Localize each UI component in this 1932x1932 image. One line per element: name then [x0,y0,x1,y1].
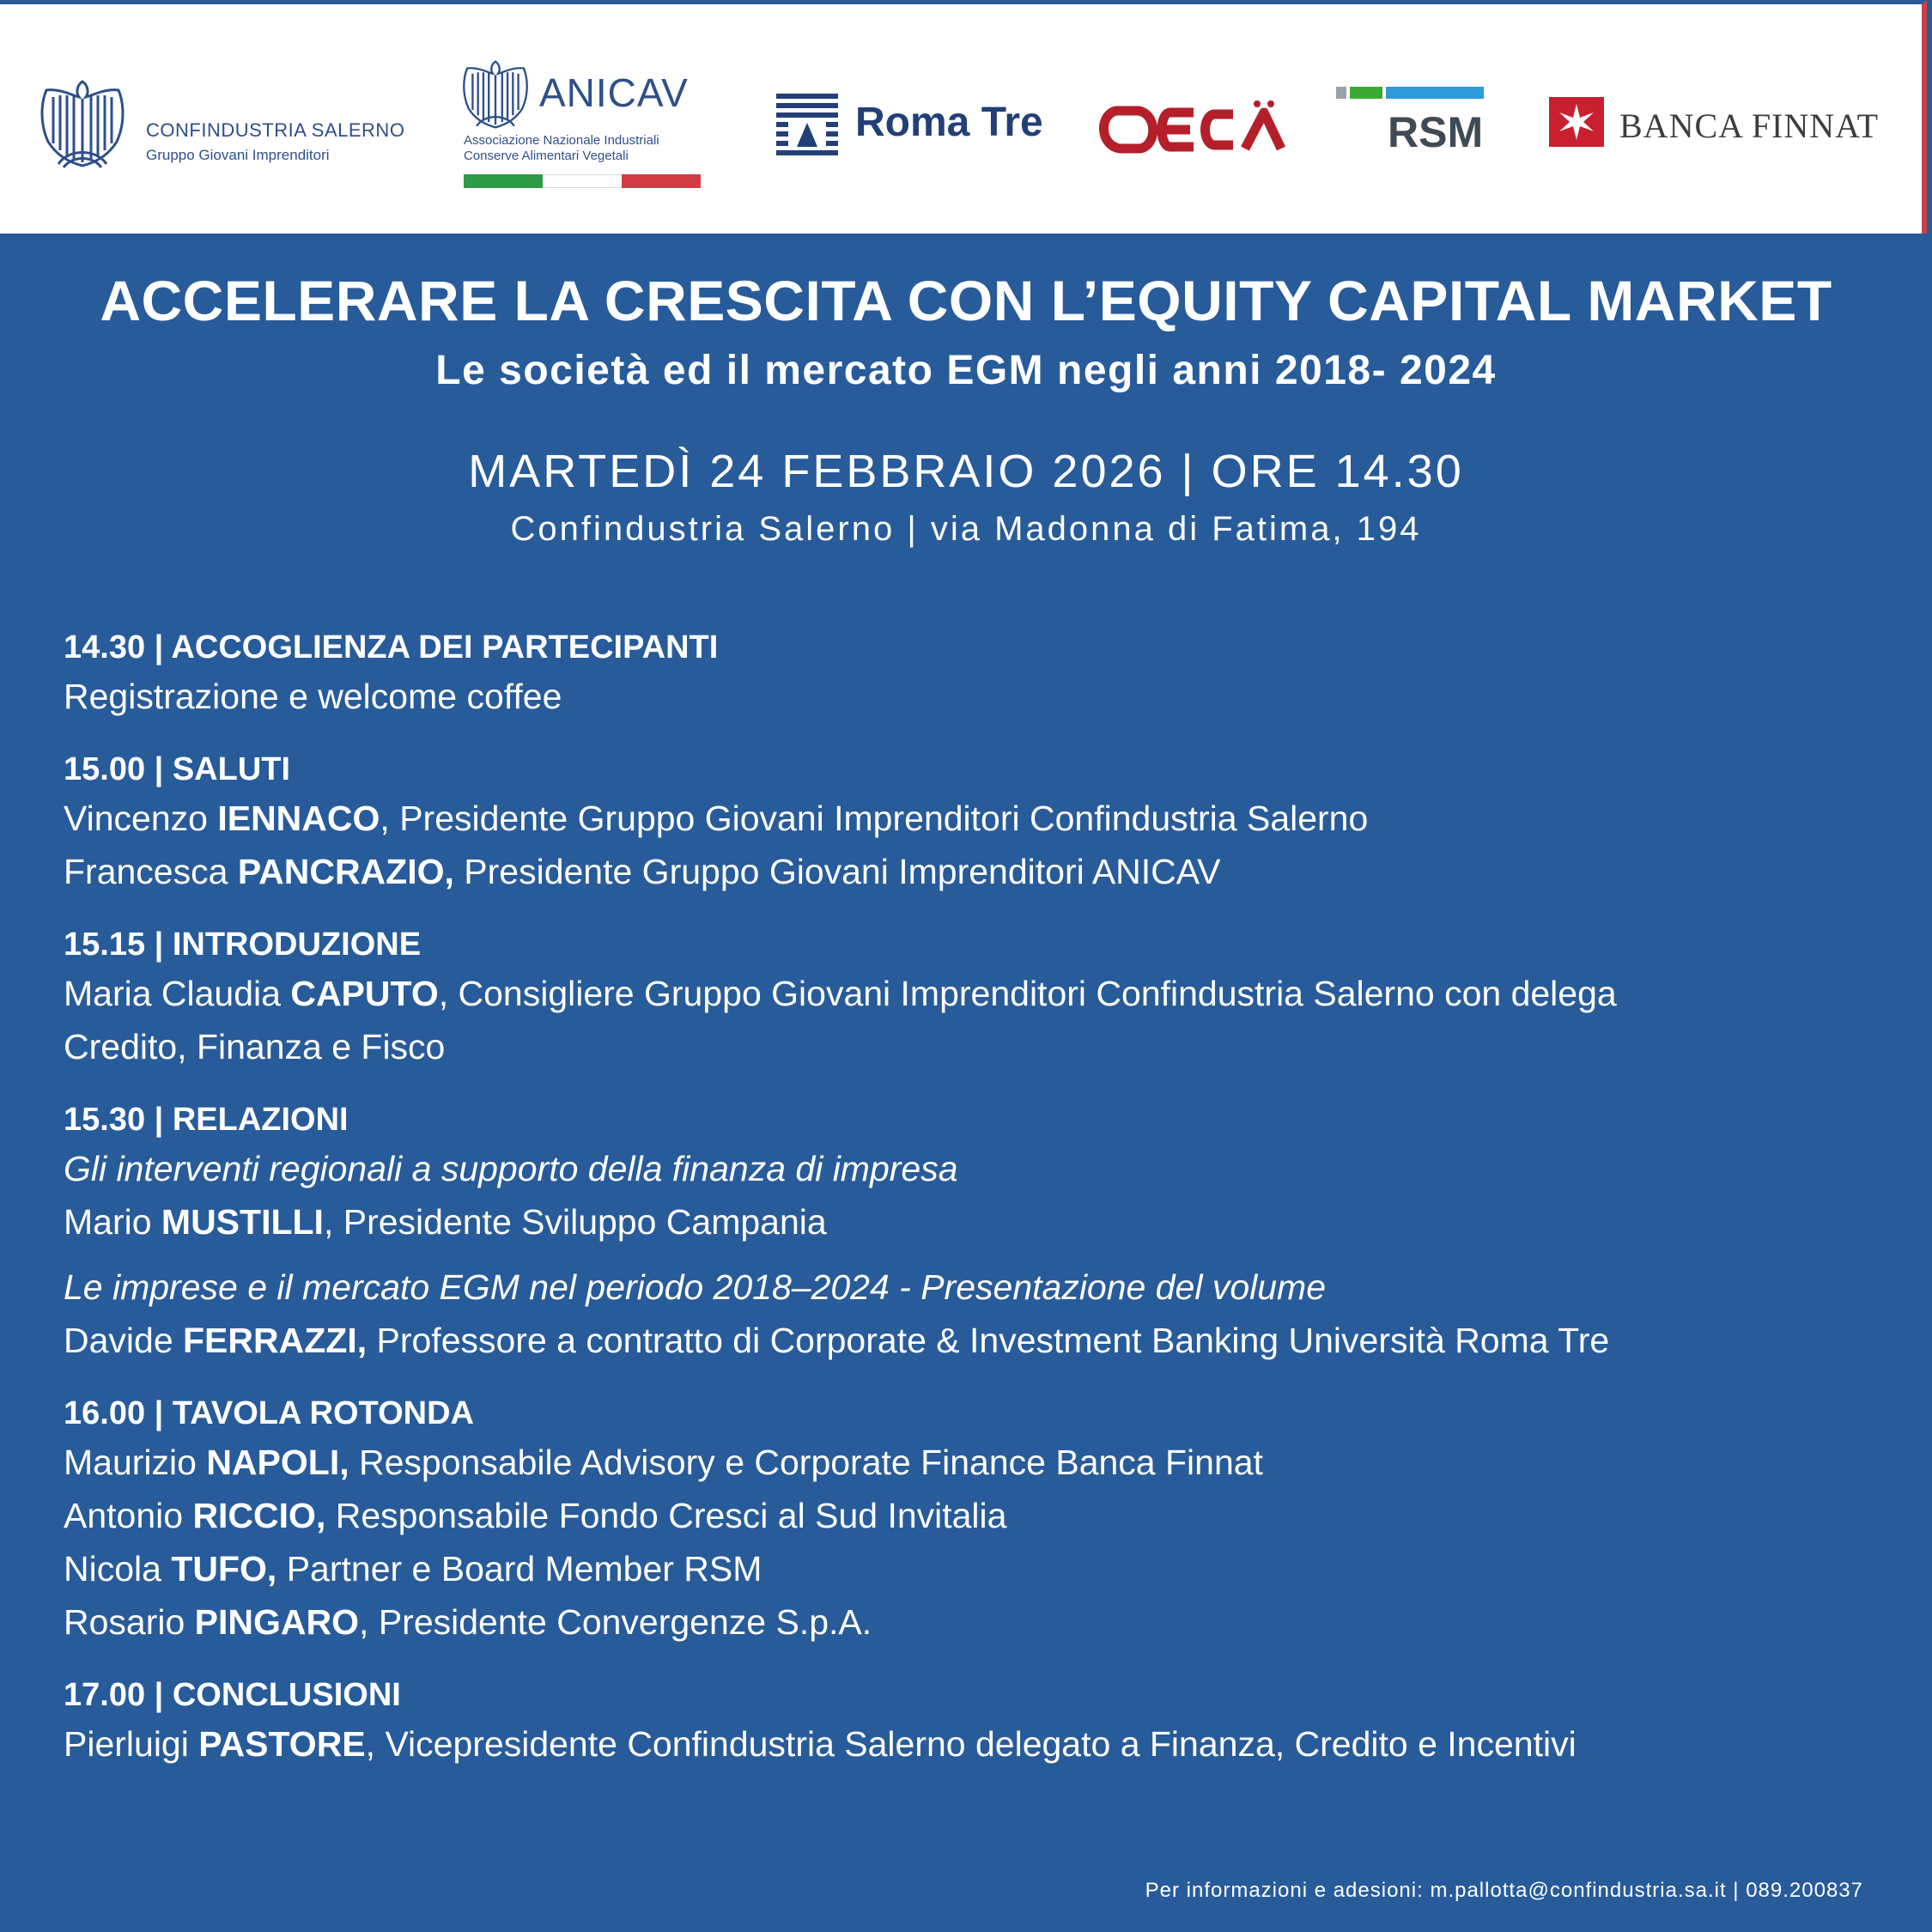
speaker-role: Professore a contratto di Corporate & Investment Banking Università Roma Tre [367,1321,1610,1360]
contact-info: Per informazioni e adesioni: m.pallotta@confindustria.sa.it | 089.200837 [1145,1879,1863,1902]
anicav-logo [457,58,714,195]
section-title: 14.30 | ACCOGLIENZA DEI PARTECIPANTI [64,629,719,665]
anicav-sub-line1: Associazione Nazionale Industriali [464,133,659,148]
deca-wordmark-icon [1097,99,1286,159]
anicav-eagle-icon [457,58,534,131]
banca-finnat-logo [1549,97,1910,149]
speaker-last-name: RICCIO, [192,1496,326,1535]
section-title: 15.15 | INTRODUZIONE [64,927,422,963]
section-title: 15.00 | SALUTI [64,751,291,787]
confindustria-eagle-icon [34,76,131,171]
speaker-first-name: Mario [64,1202,161,1242]
anicav-sub [464,133,659,164]
speaker-role: , Consigliere Gruppo Giovani Imprenditori Confindustria Salerno con delega [438,974,1617,1013]
event-date: MARTEDÌ 24 FEBBRAIO 2026 | ORE 14.30 [468,446,1464,497]
speaker-role: , Presidente Gruppo Giovani Imprenditori Confindustria Salerno [380,799,1369,838]
program-section [64,747,1875,898]
speaker-last-name: FERRAZZI, [183,1321,368,1360]
anicav-name: ANICAV [539,70,689,115]
logo-band [0,0,1927,234]
speaker-first-name: Maurizio [64,1443,207,1482]
speaker-first-name: Maria Claudia [64,974,291,1013]
speaker-line [64,1195,1875,1249]
anicav-sub-line2: Conserve Alimentari Vegetali [464,149,629,163]
speaker-line [64,1542,1875,1595]
speaker-first-name: Vincenzo [64,799,218,838]
speaker-role: , Presidente Convergenze S.p.A. [359,1602,872,1642]
page-title: ACCELERARE LA CRESCITA CON L’EQUITY CAPITAL MARKET [100,269,1832,332]
talk-title: Gli interventi regionali a supporto della finanza di impresa [64,1149,958,1188]
speaker-first-name: Davide [64,1321,184,1360]
speaker-last-name: TUFO, [171,1549,277,1589]
program-line: Registrazione e welcome coffee [64,677,562,716]
section-title: 15.30 | RELAZIONI [64,1102,349,1138]
speaker-first-name: Francesca [64,852,238,891]
speaker-last-name: MUSTILLI [161,1202,324,1242]
section-title: 16.00 | TAVOLA ROTONDA [64,1395,474,1431]
rsm-bars-icon [1336,87,1484,99]
speaker-role: Responsabile Advisory e Corporate Finance Banca Finnat [349,1443,1263,1482]
speaker-last-name: PASTORE [198,1724,366,1764]
speaker-last-name: NAPOLI, [206,1443,349,1482]
speaker-last-name: PINGARO [194,1602,360,1642]
confindustria-salerno-logo [34,76,412,179]
program-section [64,625,1875,723]
speaker-line [64,845,1875,898]
banca-finnat-name: BANCA FINNAT [1619,106,1880,145]
speaker-line [64,792,1875,845]
program [64,625,1875,1795]
program-section [64,1097,1875,1367]
section-title: 17.00 | CONCLUSIONI [64,1677,401,1713]
speaker-role: Presidente Gruppo Giovani Imprenditori ANICAV [453,852,1221,891]
finnat-star-icon [1549,97,1604,147]
speaker-role: Responsabile Fondo Cresci al Sud Invitalia [325,1496,1007,1535]
speaker-line [64,1314,1875,1367]
confindustria-sub: Gruppo Giovani Imprenditori [146,147,330,163]
speaker-role-continued: Credito, Finanza e Fisco [64,1027,446,1066]
speaker-line [64,1436,1875,1489]
speaker-first-name: Antonio [64,1496,193,1535]
speaker-line [64,1595,1875,1649]
speaker-role: , Vicepresidente Confindustria Salerno delegato a Finanza, Credito e Incentivi [365,1724,1577,1764]
program-section [64,1673,1875,1771]
speaker-last-name: CAPUTO [290,974,439,1013]
roma-tre-name: Roma Tre [855,100,1043,145]
talk-title: Le imprese e il mercato EGM nel periodo 2018–2024 - Presentazione del volume [64,1267,1326,1307]
italian-flag-bar [464,174,701,188]
confindustria-name: CONFINDUSTRIA SALERNO [146,119,405,141]
speaker-first-name: Nicola [64,1549,172,1589]
page-subtitle: Le società ed il mercato EGM negli anni 2018- 2024 [435,348,1497,393]
program-section [64,922,1875,1073]
event-venue: Confindustria Salerno | via Madonna di Fatima, 194 [510,510,1422,548]
rsm-name: RSM [1388,108,1484,156]
speaker-role: Partner e Board Member RSM [276,1549,762,1589]
speaker-line [64,1717,1875,1771]
speaker-last-name: PANCRAZIO, [237,852,454,891]
roma-tre-logo [776,94,1068,157]
deca-logo [1097,99,1286,163]
speaker-role: , Presidente Sviluppo Campania [323,1202,827,1242]
roma-tre-mark-icon [776,94,838,157]
speaker-first-name: Rosario [64,1602,195,1642]
speaker-line [64,967,1875,1020]
program-section [64,1391,1875,1649]
speaker-line [64,1489,1875,1542]
rsm-logo [1336,87,1484,159]
speaker-first-name: Pierluigi [64,1724,199,1764]
speaker-last-name: IENNACO [217,799,380,838]
